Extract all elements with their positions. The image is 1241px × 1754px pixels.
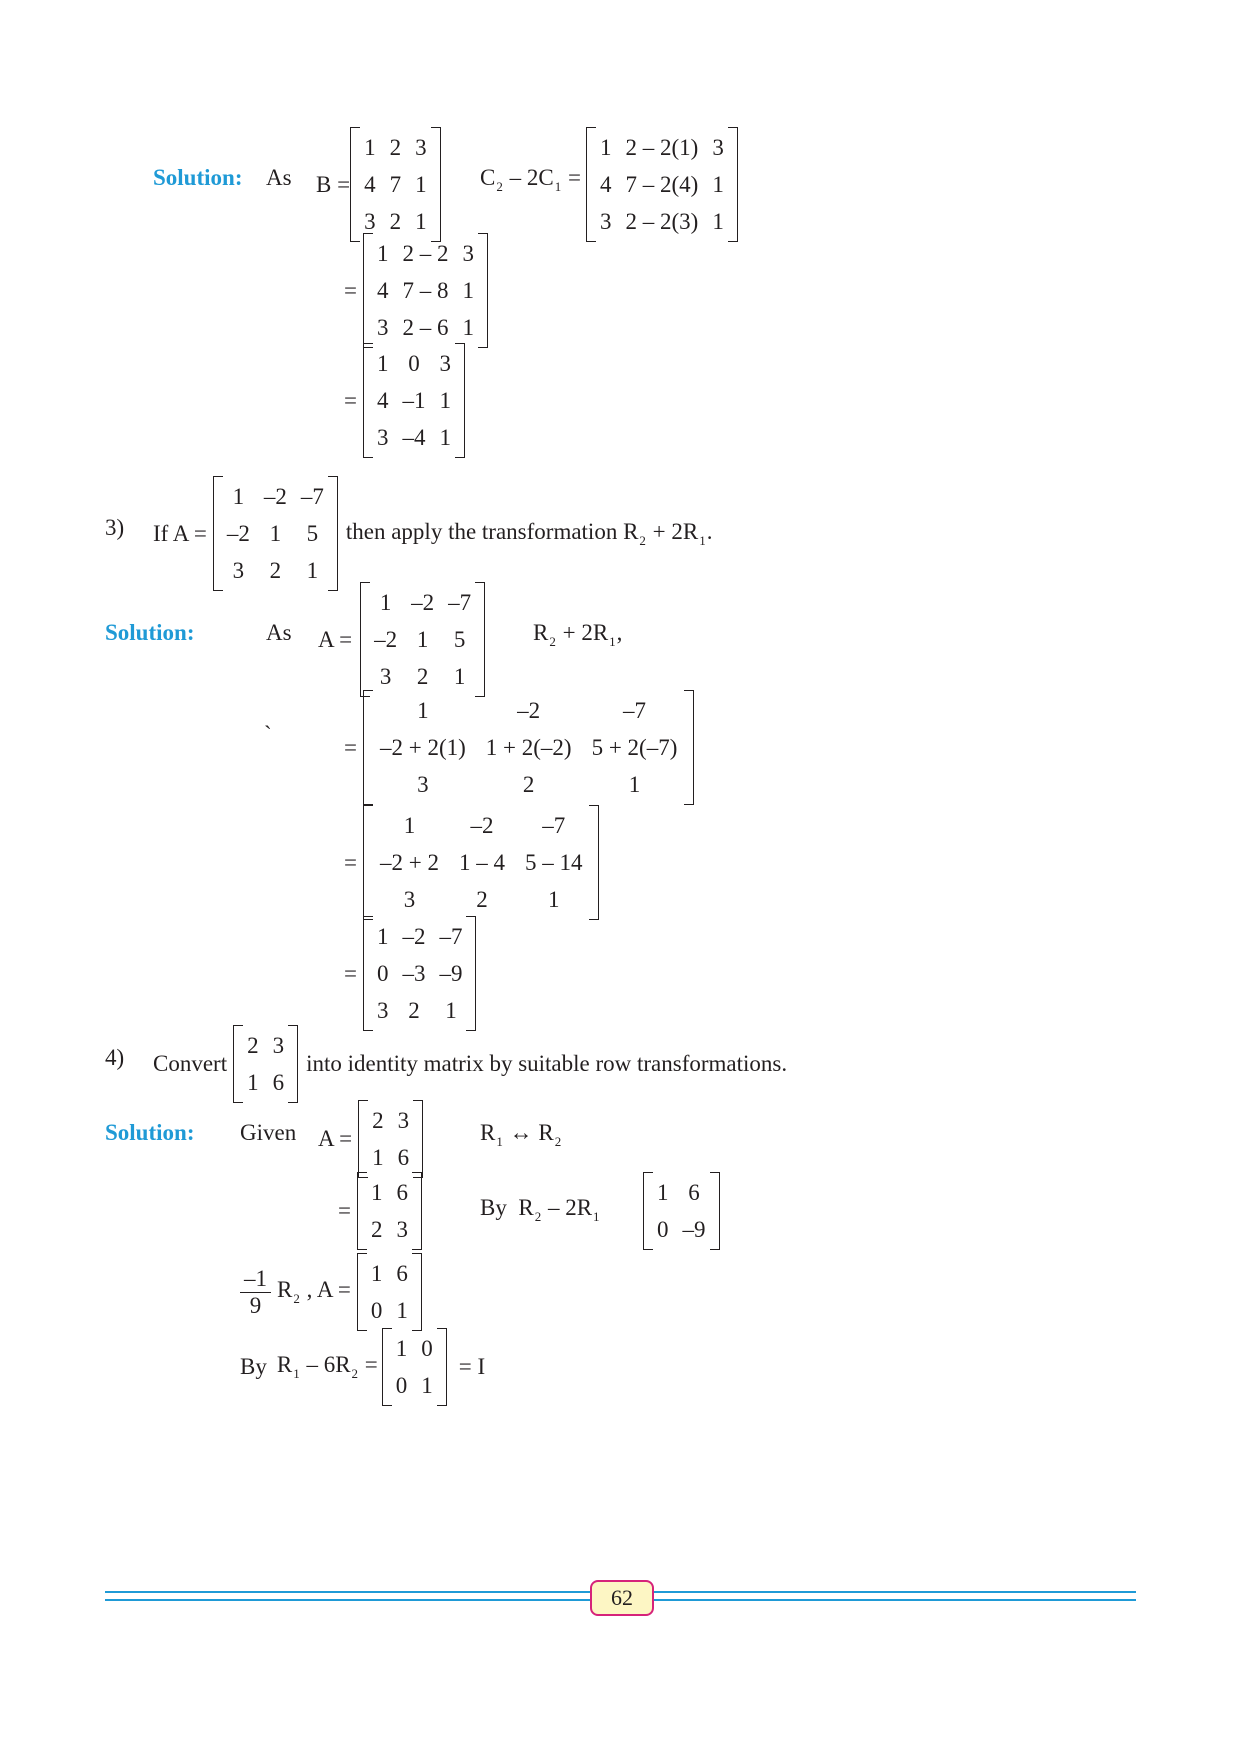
matrix-scaled [357, 1253, 422, 1331]
matrix-cell: 1 [269, 521, 282, 546]
matrix-step-3 [363, 343, 465, 458]
matrix-cell: –7 [448, 590, 472, 615]
question-3-text: then apply the transformation $R_2 + 2R_1$. [345, 518, 713, 548]
matrix-cell: –2 [263, 484, 287, 509]
matrix-cell: 0 [376, 961, 389, 986]
matrix-cell: –2 [470, 813, 494, 838]
matrix-cell: 0 [395, 1373, 408, 1398]
matrix-r2-expansion [363, 690, 694, 805]
matrix-cell: 3 [376, 315, 389, 340]
matrix-cell: 5 [453, 627, 466, 652]
matrix-cell: 1 [415, 209, 427, 234]
footer-rule-left-bottom [105, 1599, 590, 1601]
matrix-cell: 7 – 8 [402, 278, 449, 303]
matrix-cell: 1 [415, 172, 427, 197]
matrix-cell: 1 [379, 590, 392, 615]
matrix-cell: –7 [439, 924, 463, 949]
page-number: 62 [590, 1580, 654, 1616]
matrix-cell: 5 + 2(–7) [591, 735, 678, 760]
equation-swap-result: = 1 6 2 3 [332, 1172, 422, 1250]
matrix-swapped [357, 1172, 422, 1250]
matrix-cell: 3 [379, 664, 392, 689]
stray-tick: ` [264, 722, 272, 747]
matrix-after-op-2 [643, 1172, 720, 1250]
matrix-a [360, 582, 485, 697]
matrix-cell: 3 [462, 241, 474, 266]
matrix-cell: 2 [408, 998, 420, 1023]
matrix-cell: 1 [370, 1180, 383, 1205]
matrix-cell: 1 [232, 484, 245, 509]
matrix-cell: 3 [376, 998, 389, 1023]
matrix-cell: 3 [364, 209, 376, 234]
matrix-cell: –7 [300, 484, 324, 509]
matrix-cell: 4 [364, 172, 376, 197]
solution-label: Solution: [153, 165, 243, 190]
solution-label: Solution: [105, 620, 195, 645]
matrix-cell: –2 + 2(1) [379, 735, 466, 760]
matrix-cell: 1 [453, 664, 466, 689]
matrix-cell: –7 [622, 698, 646, 723]
matrix-cell: 1 – 4 [458, 850, 505, 875]
matrix-cell: 2 – 2(1) [625, 135, 699, 160]
matrix-cell: 1 [712, 209, 724, 234]
matrix-cell: 4 [600, 172, 612, 197]
footer-rule-right-top [652, 1591, 1136, 1593]
matrix-cell: –9 [682, 1217, 706, 1242]
equation-scale: $\frac{-1}{9}$ $R_2$ , A = 1 6 0 1 [240, 1253, 422, 1331]
matrix-cell: 2 – 6 [402, 315, 449, 340]
matrix-a-question [213, 476, 338, 591]
matrix-cell: 1 [364, 135, 376, 160]
matrix-cell: 3 [396, 1217, 408, 1242]
matrix-cell: 3 [232, 558, 245, 583]
matrix-cell: 3 [403, 887, 416, 912]
question-3: If A = 1 –2 –7 –2 1 5 3 2 1 then apply the transformation $R_2 + 2R_1$. [153, 476, 712, 591]
footer-rule-left-top [105, 1591, 590, 1593]
identity-result: = I [458, 1354, 486, 1379]
matrix-cell: 2 [389, 135, 402, 160]
matrix-cell: 4 [376, 388, 389, 413]
matrix-cell: 1 [403, 813, 416, 838]
matrix-cell: 3 [415, 135, 427, 160]
question-4: Convert 2 3 1 6 into identity matrix by suitable row transformations. [153, 1025, 787, 1103]
matrix-a-given [358, 1100, 423, 1178]
matrix-cell: 2 [522, 772, 535, 797]
matrix-cell: 6 [272, 1070, 285, 1095]
matrix-cell: 1 [370, 1261, 383, 1286]
matrix-cell: 0 [421, 1336, 433, 1361]
matrix-cell: 1 [439, 425, 451, 450]
fraction-minus-one-ninth: $\frac{-1}{9}$ [240, 1266, 271, 1319]
column-operation: $C_2 - 2C_1$ = [480, 165, 581, 194]
equation-given: A = 2 3 1 6 [318, 1100, 423, 1178]
row-swap-operation: $R_1$ ↔ $R_2$ [480, 1120, 562, 1149]
matrix-step-3 [363, 916, 477, 1031]
matrix-cell: 3 [712, 135, 724, 160]
matrix-cell: 3 [600, 209, 612, 234]
matrix-cell: 3 [376, 425, 389, 450]
matrix-cell: –7 [542, 813, 566, 838]
matrix-cell: –2 [374, 627, 398, 652]
matrix-cell: 1 [462, 315, 474, 340]
question-number-4: 4) [105, 1045, 125, 1070]
matrix-identity [382, 1328, 447, 1406]
matrix-cell: 6 [397, 1145, 410, 1170]
matrix-cell: –2 + 2 [379, 850, 439, 875]
equation-step-1: = 1 –2 –7 –2 + 2(1) 1 + 2(–2) 5 + 2(–7) 3 2 1 [338, 690, 694, 805]
matrix-cell: 1 [439, 388, 451, 413]
equation-step-3: = 1 –2 –7 0 –3 –9 3 2 1 [338, 916, 476, 1031]
equation-step-2: = 1 –2 –7 –2 + 2 1 – 4 5 – 14 3 2 1 [338, 805, 599, 920]
matrix-cell: –3 [402, 961, 426, 986]
matrix-cell: 1 [306, 558, 319, 583]
matrix-cell: –9 [439, 961, 463, 986]
matrix-step-2 [363, 233, 488, 348]
matrix-cell: 1 [462, 278, 474, 303]
as-text: As [266, 165, 292, 190]
matrix-cell: 5 – 14 [524, 850, 583, 875]
matrix-cell: 1 [417, 698, 429, 723]
matrix-cell: 1 [628, 772, 641, 797]
matrix-cell: 1 [712, 172, 724, 197]
equation-b [316, 127, 441, 242]
matrix-step-1 [586, 127, 738, 242]
matrix-cell: 3 [272, 1033, 285, 1058]
row-operation: $R_2 + 2R_1$, [533, 620, 623, 649]
matrix-cell: 1 [445, 998, 457, 1023]
matrix-cell: 1 [376, 924, 389, 949]
matrix-cell: –1 [402, 388, 426, 413]
matrix-cell: 2 [372, 1108, 384, 1133]
matrix-cell: 3 [439, 351, 451, 376]
lhs-b: B = [316, 171, 351, 197]
matrix-cell: 6 [396, 1261, 408, 1286]
matrix-cell: 3 [397, 1108, 410, 1133]
matrix-cell: 1 [376, 241, 389, 266]
equation-step-3: = 1 0 3 4 –1 1 3 –4 1 [338, 343, 465, 458]
matrix-cell: 2 [370, 1217, 383, 1242]
matrix-cell: 1 [416, 627, 429, 652]
matrix-cell: 1 [372, 1145, 384, 1170]
matrix-cell: –2 [402, 924, 426, 949]
matrix-cell: 4 [376, 278, 389, 303]
as-text: As [266, 620, 292, 645]
matrix-cell: 1 + 2(–2) [485, 735, 572, 760]
equation-final: By $R_1 - 6R_2$ = 1 0 0 1 = I [240, 1328, 485, 1406]
matrix-cell: 1 [396, 1298, 408, 1323]
matrix-c2-expansion [586, 127, 738, 242]
matrix-cell: –4 [402, 425, 426, 450]
matrix-cell: 1 [600, 135, 612, 160]
solution-label: Solution: [105, 1120, 195, 1145]
matrix-cell: 0 [370, 1298, 383, 1323]
matrix-cell: 2 [416, 664, 429, 689]
matrix-cell: –2 [411, 590, 435, 615]
matrix-cell: 1 [547, 887, 560, 912]
matrix-question-4 [233, 1025, 298, 1103]
matrix-cell: 1 [657, 1180, 669, 1205]
matrix-cell: –2 [517, 698, 541, 723]
matrix-cell: 6 [688, 1180, 700, 1205]
matrix-cell: 7 [389, 172, 402, 197]
matrix-cell: 2 [389, 209, 402, 234]
matrix-cell: 6 [396, 1180, 408, 1205]
question-number-3: 3) [105, 515, 125, 540]
question-4-text: into identity matrix by suitable row transformations. [306, 1051, 788, 1076]
equation-a: A = 1 –2 –7 –2 1 5 3 2 1 [318, 582, 485, 697]
equation-step-2: = 1 2 – 2 3 4 7 – 8 1 3 2 – 6 1 [338, 233, 488, 348]
matrix-cell: 0 [657, 1217, 669, 1242]
matrix-r2-minus-2r1 [643, 1172, 720, 1250]
matrix-cell: 2 [247, 1033, 259, 1058]
matrix-b [350, 127, 441, 242]
row-operation-2: By $R_2 - 2R_1$ [480, 1195, 600, 1224]
matrix-cell: 3 [417, 772, 429, 797]
footer-rule-right-bottom [652, 1599, 1136, 1601]
matrix-cell: 0 [408, 351, 420, 376]
matrix-step-2 [363, 805, 599, 920]
matrix-cell: –2 [226, 521, 250, 546]
given-text: Given [240, 1120, 297, 1145]
matrix-cell: 1 [376, 351, 389, 376]
matrix-cell: 5 [306, 521, 319, 546]
matrix-cell: 1 [247, 1070, 259, 1095]
matrix-cell: 2 [476, 887, 488, 912]
matrix-cell: 2 – 2(3) [625, 209, 699, 234]
matrix-cell: 1 [421, 1373, 433, 1398]
matrix-cell: 1 [395, 1336, 408, 1361]
matrix-cell: 2 – 2 [402, 241, 449, 266]
matrix-cell: 2 [269, 558, 282, 583]
matrix-cell: 7 – 2(4) [625, 172, 699, 197]
